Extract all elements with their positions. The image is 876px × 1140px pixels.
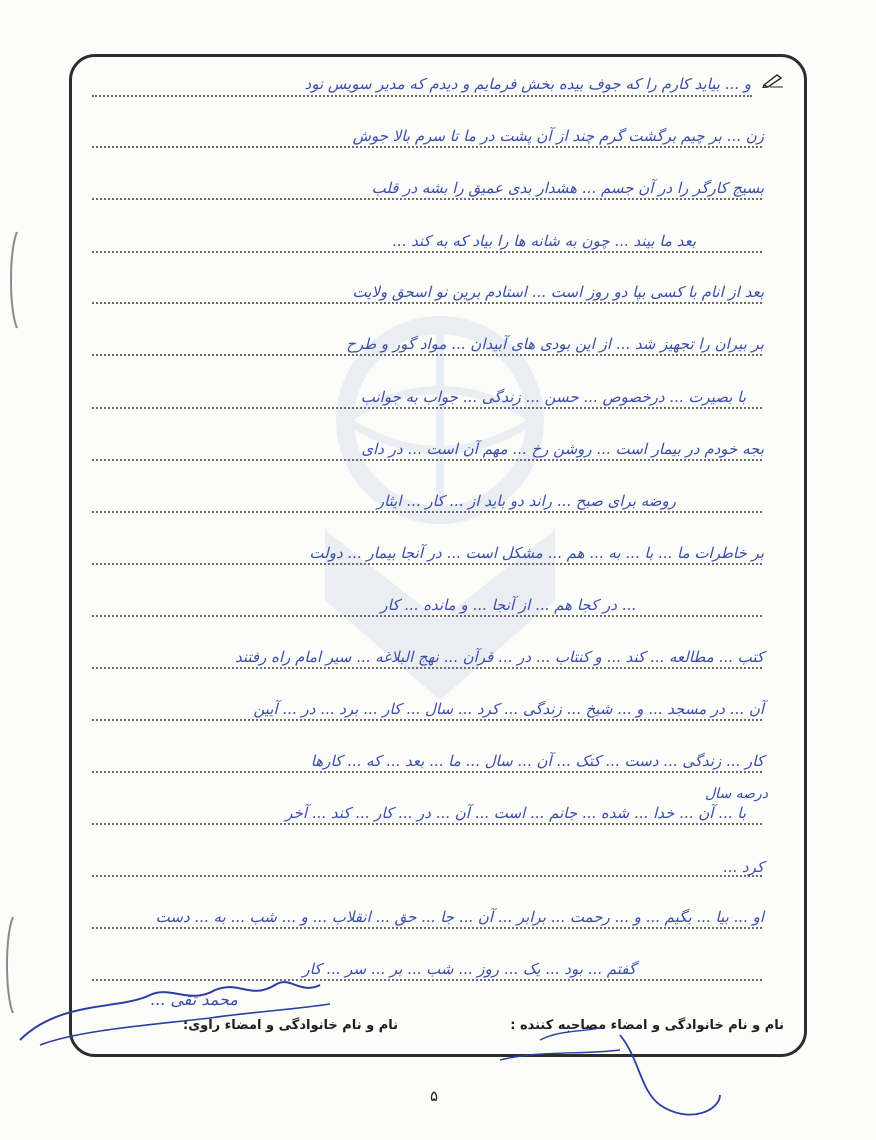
dotted-line: [92, 354, 762, 356]
dotted-line: [92, 875, 762, 877]
page-number: ۵: [430, 1087, 439, 1105]
dotted-line: [92, 771, 762, 773]
dotted-line: [92, 95, 752, 97]
dotted-line: [92, 979, 762, 981]
handwritten-line: کار ... زندگی ... دست ... کتک ... آن ... سال ... ما ... بعد ... که ... کارها: [310, 752, 764, 770]
dotted-line: [92, 719, 762, 721]
handwritten-line: بعد از انام با کسی بپا دو روز است ... استادم برین نو اسحق ولایت: [352, 283, 764, 301]
dotted-line: [92, 198, 762, 200]
dotted-line: [92, 667, 762, 669]
margin-note: درصه سال: [705, 786, 769, 802]
handwritten-line: بعد ما بیند ... چون به شانه ها را بیاد که به کند ...: [392, 232, 696, 250]
narrator-signature-label: نام و نام خانوادگی و امضاء راوی:: [183, 1018, 398, 1033]
handwritten-line: با بصیرت ... درخصوص ... حسن ... زندگی ... جواب به جوانب: [360, 388, 746, 406]
handwritten-line: گفتم ... بود ... یک ... روز ... شب ... بر ... سر ... کار: [302, 960, 636, 978]
handwritten-line: با ... آن ... خدا ... شده ... جانم ... است ... آن ... در ... کار ... کند ... آخر: [285, 804, 746, 822]
handwritten-line: بسیج کارگر را در آن جسم ... هشدار بدی عمیق را بشه در قلب: [371, 179, 764, 197]
handwritten-line: بجه خودم در بیمار است ... روشن رخ ... مهم آن است ... در دای: [361, 440, 764, 458]
interviewer-signature-label: نام و نام خانوادگی و امضاء مصاحبه کننده :: [510, 1018, 784, 1033]
dotted-line: [92, 511, 762, 513]
handwritten-line: ... در کجا هم ... از آنجا ... و مانده ... کار: [380, 596, 636, 614]
margin-bracket-icon: [6, 230, 20, 330]
dotted-line: [92, 563, 762, 565]
narrator-signature-text: محمد تقی ...: [150, 990, 238, 1009]
handwritten-line: روضه برای صبح ... راند دو باید از ... کار ... ایثار: [376, 492, 676, 510]
handwritten-line: بر خاطرات ما ... با ... به ... هم ... مشکل است ... در آنجا بیمار ... دولت: [309, 544, 764, 562]
handwritten-line: زن ... بر چیم برگشت گرم چند از آن پشت در ما تا سرم بالا جوش: [352, 127, 764, 145]
dotted-line: [92, 927, 762, 929]
handwritten-line: کتب ... مطالعه ... کند ... و کنتاب ... در ... قرآن ... نهج البلاغه ... سیر امام راه رفتند: [234, 648, 764, 666]
dotted-line: [92, 146, 762, 148]
dotted-line: [92, 459, 762, 461]
handwritten-line: کرد ...: [722, 858, 764, 876]
dotted-line: [92, 302, 762, 304]
handwritten-line: آن ... در مسجد ... و ... شیخ ... زندگی ... کرد ... سال ... کار ... برد ... در ... آیین: [253, 700, 764, 718]
pen-icon: [762, 72, 784, 88]
handwritten-line: و ... بیاید کارم را که جوف بیده بخش فرمایم و دیدم که مدیر سویس نود: [304, 75, 751, 93]
dotted-line: [92, 615, 762, 617]
dotted-line: [92, 407, 762, 409]
margin-bracket-icon: [2, 915, 16, 1015]
handwritten-line: بر بیران را تجهیز شد ... از این بودی های آبیدان ... مواد گور و طرح: [346, 335, 764, 353]
handwritten-line: او ... بیا ... بگیم ... و ... رحمت ... برابر ... آن ... جا ... حق ... انقلاب ... و ... شب ... به ... دست: [155, 908, 764, 926]
dotted-line: [92, 251, 762, 253]
dotted-line: [92, 823, 762, 825]
